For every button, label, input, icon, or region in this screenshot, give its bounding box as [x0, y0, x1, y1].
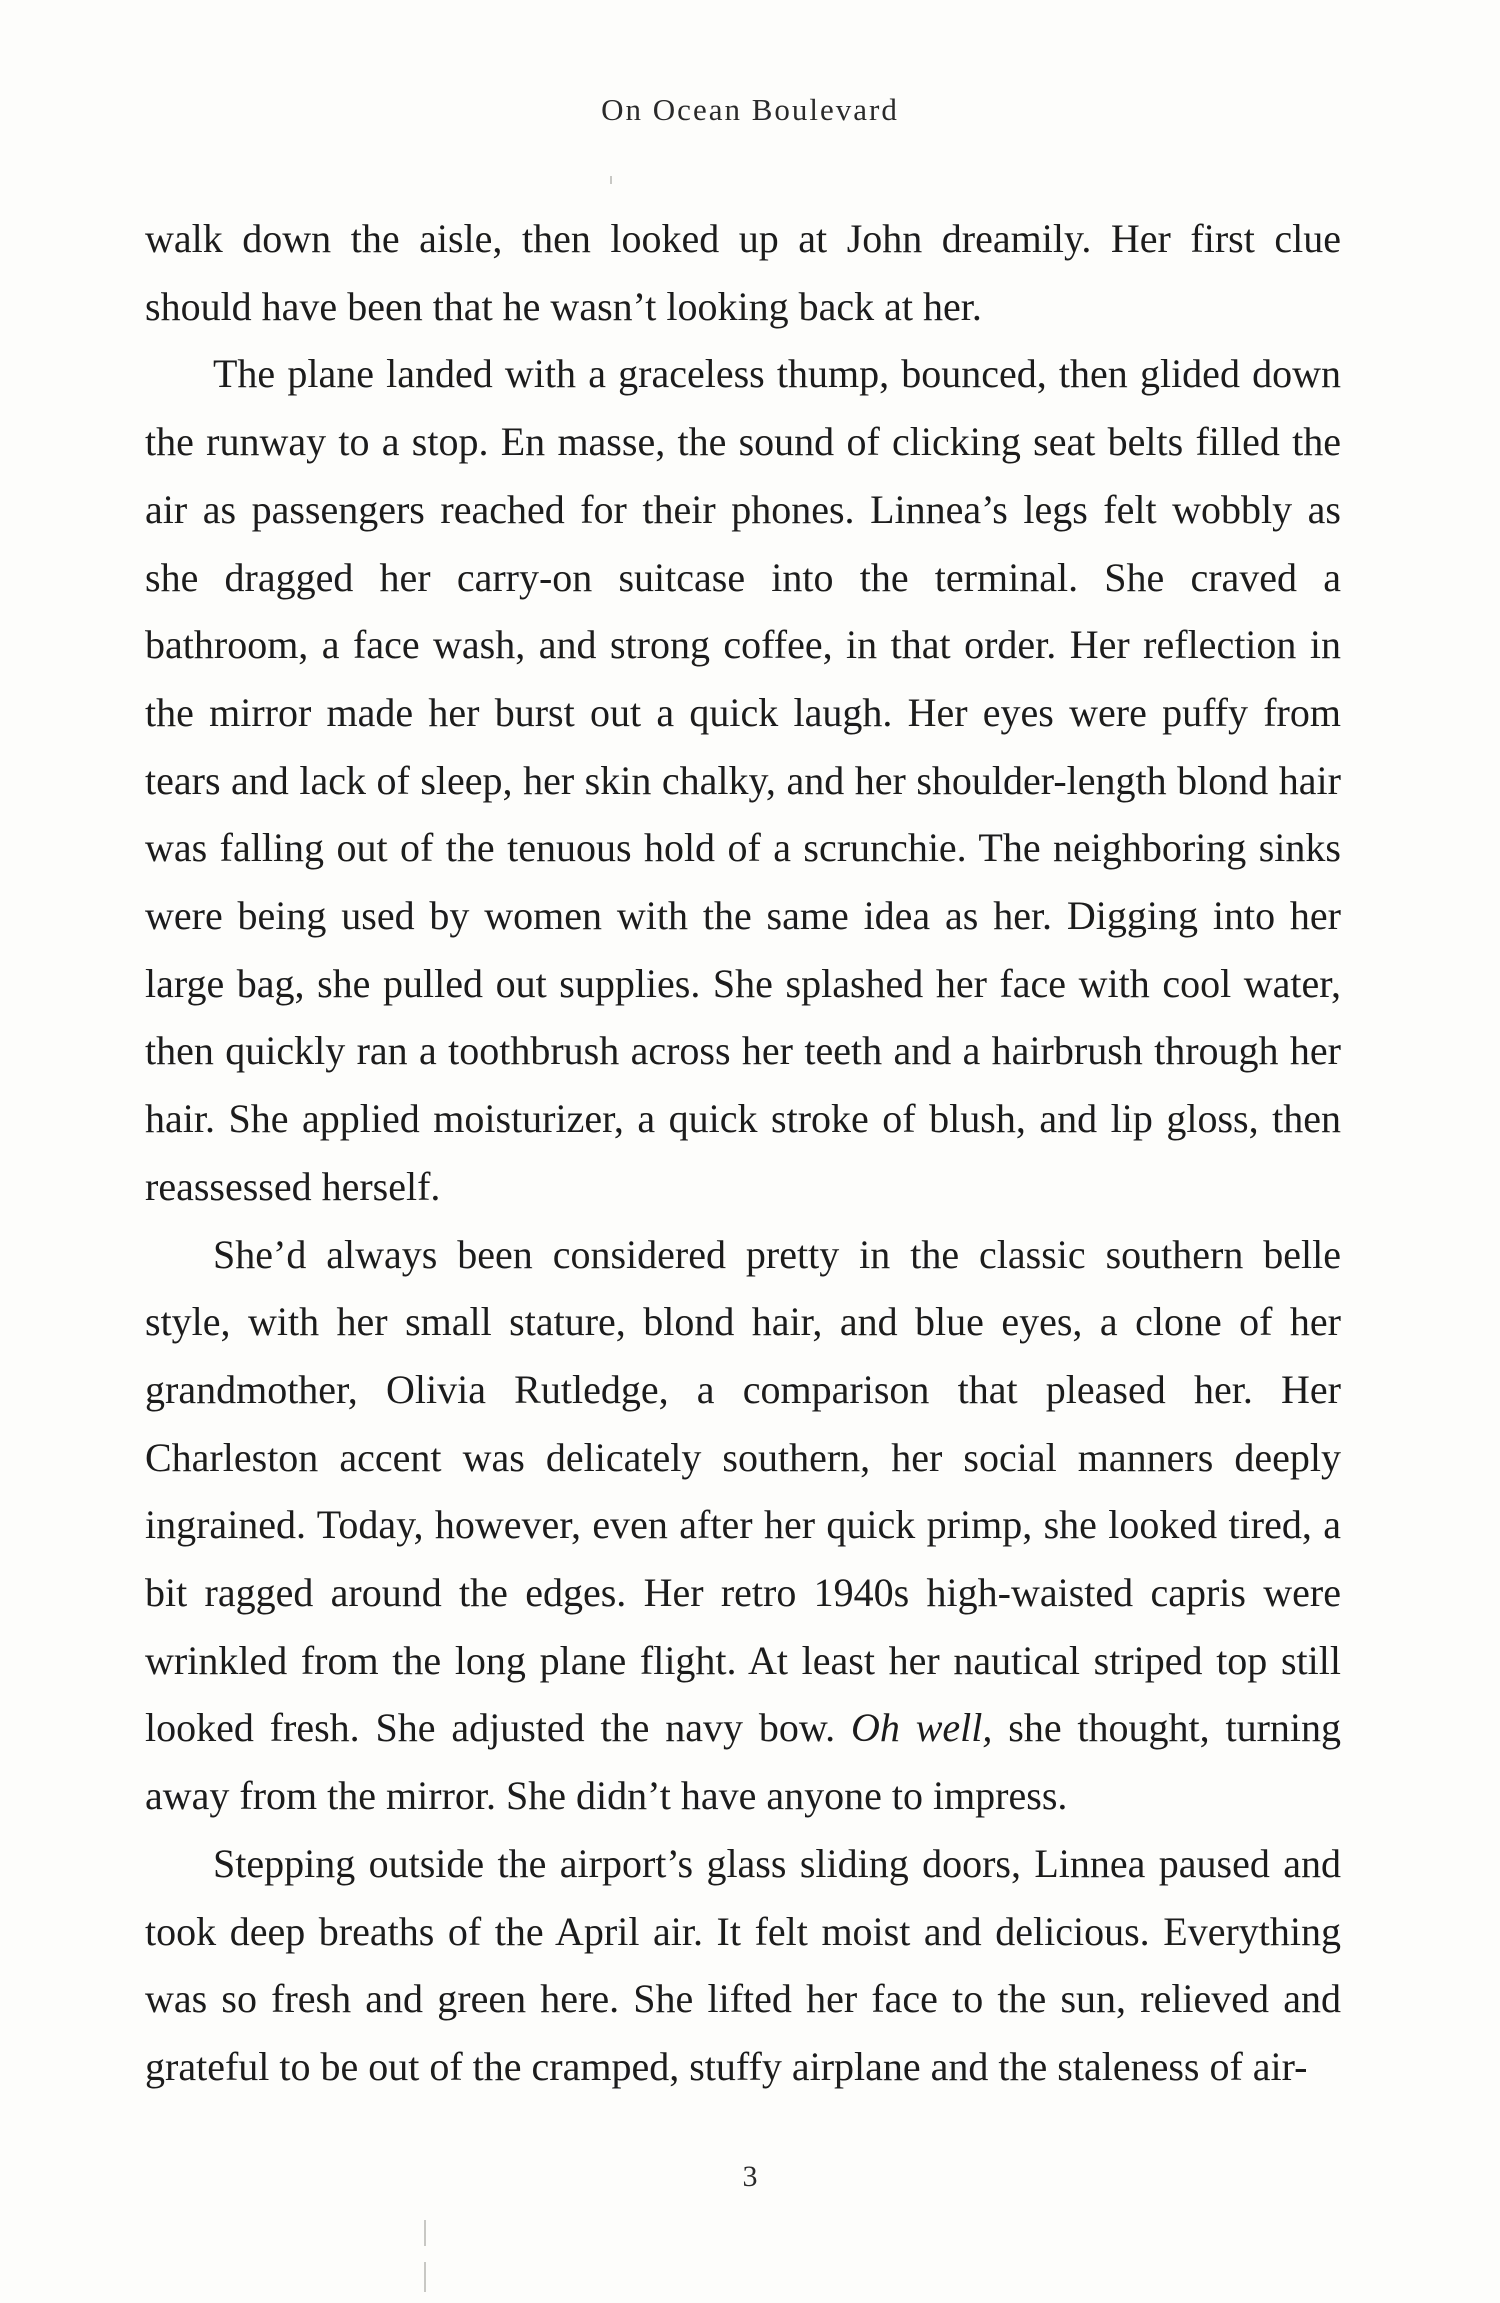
paragraph-4: Stepping outside the airport’s glass sliding doors, Linnea paused and took deep breaths of the April air. It felt moist and delicious. Everything was so fresh and green here. She lifted her face to the sun, relieved and grateful to be out of the cramped, stuffy airplane and the staleness of air-: [145, 1840, 1341, 2089]
paragraph-3-text-a: She’d always been considered pretty in the classic southern belle style, with her small stature, blond hair, and blue eyes, a clone of her grandmother, Olivia Rutledge, a comparison that pleased her. Her Charleston accent was delicately southern, her social manners deeply ingrained. Today, however, even after her quick primp, she looked tired, a bit ragged around the edges. Her retro 1940s high-waisted capris were wrinkled from the long plane flight. At least her nautical striped top still looked fresh. She adjusted the navy bow.: [145, 1231, 1341, 1751]
paragraph-3: [145, 1221, 1341, 1830]
paragraph-3-text-b: she thought, turning away from the mirror. She didn’t have anyone to impress.: [145, 1705, 1342, 1819]
running-head: On Ocean Boulevard: [601, 92, 899, 127]
body-text: [145, 205, 1341, 2101]
scan-speck: [424, 2220, 426, 2246]
scan-speck: [610, 176, 612, 184]
scan-speck: [424, 2262, 426, 2292]
paragraph-3-italic-phrase: Oh well,: [850, 1705, 993, 1751]
paragraph-1: walk down the aisle, then looked up at John dreamily. Her first clue should have been that he wasn’t looking back at her.: [145, 216, 1341, 329]
page-number: 3: [742, 2160, 758, 2193]
paragraph-2: The plane landed with a graceless thump, bounced, then glided down the runway to a stop. En masse, the sound of clicking seat belts filled the air as passengers reached for their phones. Linnea’s legs felt wobbly as she dragged her carry-on suitcase into the terminal. She craved a bathroom, a face wash, and strong coffee, in that order. Her reflection in the mirror made her burst out a quick laugh. Her eyes were puffy from tears and lack of sleep, her skin chalky, and her shoulder-length blond hair was falling out of the tenuous hold of a scrunchie. The neighboring sinks were being used by women with the same idea as her. Digging into her large bag, she pulled out supplies. She splashed her face with cool water, then quickly ran a toothbrush across her teeth and a hairbrush through her hair. She applied moisturizer, a quick stroke of blush, and lip gloss, then reassessed herself.: [145, 351, 1341, 1209]
